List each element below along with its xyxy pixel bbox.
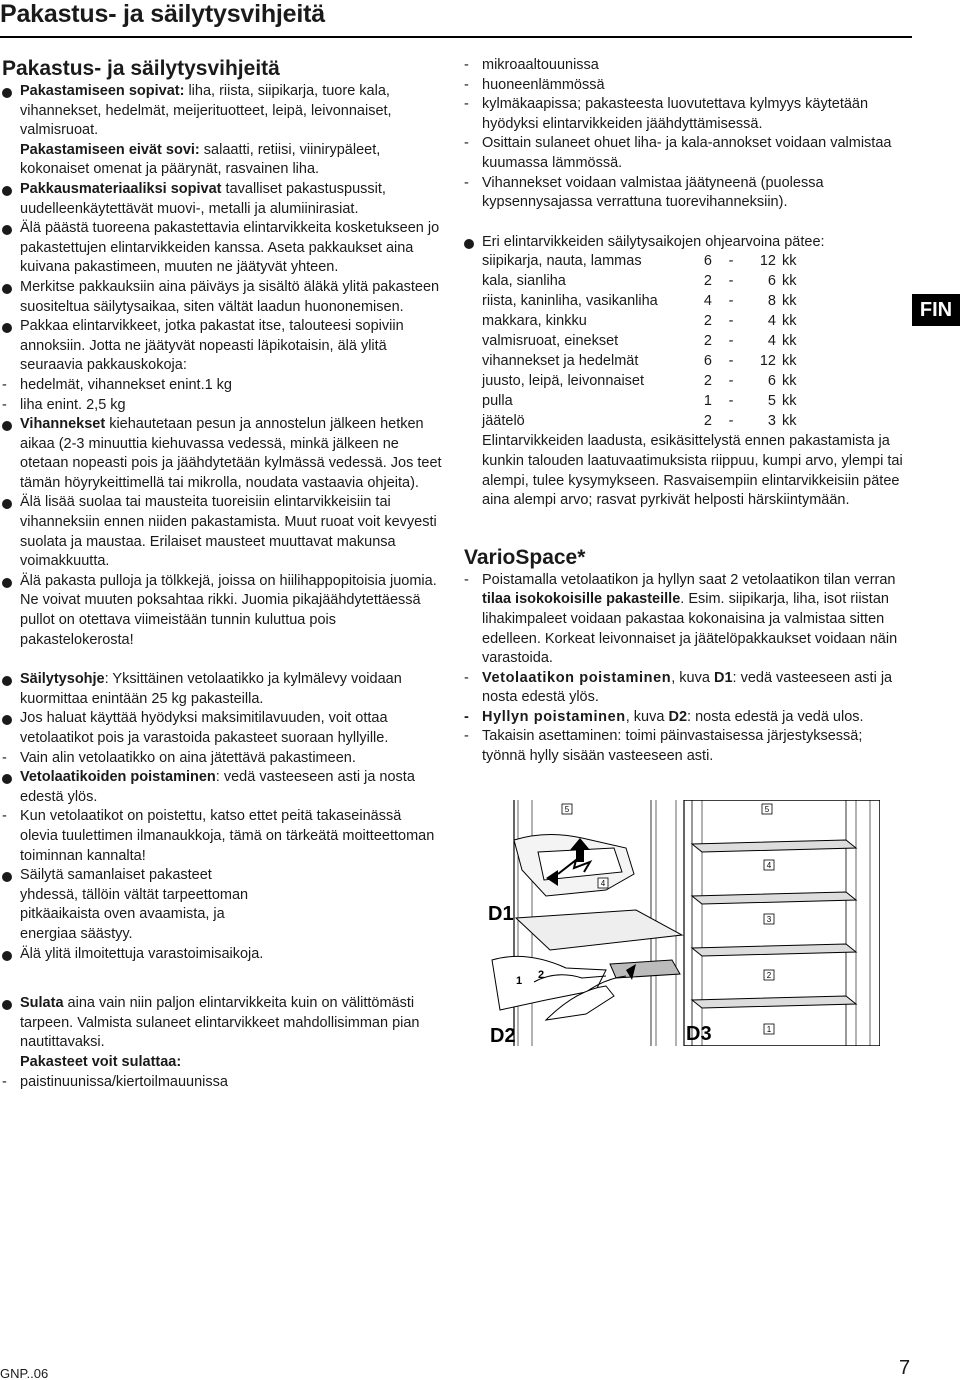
storage-row	[482, 412, 797, 432]
storage-food: juusto, leipä, leivonnaiset	[482, 373, 645, 390]
figure-label-d1: D1	[488, 903, 514, 925]
dash-item: - mikroaaltouunissa	[464, 57, 599, 73]
storage-separator: -	[728, 293, 734, 310]
storage-row	[482, 312, 797, 332]
dash-item: - huoneenlämmössä	[464, 76, 605, 93]
storage-food: kala, sianliha	[482, 273, 566, 290]
section-heading: Pakastus- ja säilytysvihjeitä	[2, 57, 280, 80]
storage-row	[482, 252, 797, 272]
storage-separator: -	[728, 413, 734, 430]
storage-row	[482, 332, 797, 352]
storage-min: 2	[703, 413, 712, 430]
bullet-icon	[2, 578, 12, 588]
dash-item: - Vetolaatikon poistaminen, kuva D1: vedä vasteeseen asti ja nosta edestä ylös.	[464, 669, 893, 706]
shelf-number: 4	[766, 861, 772, 870]
storage-row	[482, 392, 797, 412]
storage-note: Elintarvikkeiden laadusta, esikäsittelystä ennen pakastamista ja kunkin talouden laatuvaatimuksista riippuu, kumpi arvo, ylempi tai alempi, tulee kysymykseen. Rasvaisempiin elintarvikkeisiin pätee aina alempi arvo; rasvat pyrkivät helposti härskiintymään.	[482, 433, 903, 509]
bullet-icon	[2, 951, 12, 961]
dash-item: - Kun vetolaatikot on poistettu, katso ettet peitä takaseinässä olevia tuulettimen ilmanaukkoja, tämä on tärkeätä moitteettoman toiminnan kannalta!	[2, 808, 435, 864]
storage-unit: kk	[782, 313, 797, 330]
bullet-icon	[2, 284, 12, 294]
storage-min: 2	[703, 373, 712, 390]
storage-min: 4	[703, 293, 712, 310]
shelf-number: 5	[764, 805, 770, 814]
page-title: Pakastus- ja säilytysvihjeitä	[0, 0, 325, 28]
shelf-number: 5	[564, 805, 570, 814]
storage-max: 3	[767, 413, 776, 430]
varioSpace-figure	[486, 800, 880, 1046]
storage-max: 6	[767, 273, 776, 290]
storage-food: makkara, kinkku	[482, 313, 587, 330]
storage-min: 2	[703, 313, 712, 330]
storage-max: 12	[759, 353, 776, 370]
storage-min: 6	[703, 253, 712, 270]
storage-food: valmisruoat, einekset	[482, 333, 619, 350]
dash-item: - Takaisin asettaminen: toimi päinvastaisessa järjestyksessä; työnnä hylly sisään vasteeseen asti.	[464, 728, 863, 765]
left-column	[2, 56, 442, 1092]
storage-max: 4	[767, 313, 776, 330]
bullet-item: Pakkaa elintarvikkeet, jotka pakastat itse, talouteesi sopiviin annoksiin. Jotta ne jäätyvät nopeasti läpikotaisin, älä ylitä seuraavia pakkauskokoja:	[2, 317, 442, 376]
dash-item: - Poistamalla vetolaatikon ja hyllyn saat 2 vetolaatikon tilan verran tilaa isokokoisille pakasteille. Esim. siipikarja, liha, isot riistan lihakimpaleet voidaan pakastaa kokonaisina ja valmistaa sitten edelleen. Korkeat leivonnaiset ja jäätelöpakkaukset voidaan näin varastoida.	[464, 571, 898, 667]
bullet-item: Säilytä samanlaiset pakasteet yhdessä, tällöin vältät tarpeettoman pitkäaikaista oven avaamista, ja energiaa säästyy.	[2, 866, 260, 944]
step-number: 2	[538, 969, 545, 981]
bullet-icon	[2, 774, 12, 784]
storage-max: 6	[767, 373, 776, 390]
bullet-icon	[2, 421, 12, 431]
figure-label-d2: D2	[490, 1025, 516, 1046]
bullet-icon	[2, 323, 12, 333]
dash-item: - liha enint. 2,5 kg	[2, 396, 126, 413]
shelf-number: 1	[766, 1025, 772, 1034]
storage-row	[482, 292, 797, 312]
bullet-item: Sulata aina vain niin paljon elintarvikkeita kuin on välittömästi tarpeen. Valmista sulaneet elintarvikkeet mahdollisimman pian nautittavaksi. Pakasteet voit sulattaa:	[2, 994, 442, 1072]
bullet-icon	[2, 88, 12, 98]
storage-separator: -	[728, 253, 734, 270]
bullet-item: Älä päästä tuoreena pakastettavia elintarvikkeita kosketukseen jo pakastettujen elintarvikkeiden kanssa. Aseta pakkaukset aina kuivana pakastimeen, muuten ne jäätyvät yhteen.	[2, 219, 442, 278]
bullet-icon	[2, 499, 12, 509]
footer-code: GNP..06	[0, 1366, 49, 1380]
dash-item: - Vain alin vetolaatikko on aina jätettävä pakastimeen.	[2, 749, 356, 766]
storage-table	[482, 252, 797, 432]
storage-separator: -	[728, 313, 734, 330]
shelf-number: 3	[766, 915, 772, 924]
storage-min: 2	[703, 333, 712, 350]
storage-separator: -	[728, 273, 734, 290]
storage-separator: -	[728, 373, 734, 390]
dash-item: - kylmäkaapissa; pakasteesta luovutettava kylmyys käytetään hyödyksi elintarvikkeiden jäähdyttämisessä.	[464, 96, 869, 132]
storage-food: siipikarja, nauta, lammas	[482, 253, 642, 270]
bullet-icon	[464, 239, 474, 249]
bullet-icon	[2, 225, 12, 235]
step-number: 1	[516, 975, 523, 987]
storage-unit: kk	[782, 293, 797, 310]
storage-min: 1	[703, 393, 712, 410]
storage-food: jäätelö	[482, 413, 525, 430]
bullet-item: Eri elintarvikkeiden säilytysaikojen ohjearvoina pätee:	[464, 233, 904, 253]
bullet-item: Vetolaatikoiden poistaminen: vedä vasteeseen asti ja nosta edestä ylös.	[2, 768, 442, 807]
storage-min: 2	[703, 273, 712, 290]
storage-max: 12	[759, 253, 776, 270]
storage-row	[482, 272, 797, 292]
storage-max: 8	[767, 293, 776, 310]
dash-item: - Vihannekset voidaan valmistaa jäätyneenä (puolessa kypsennysajassa verrattuna tuorevihanneksiin).	[464, 174, 824, 211]
dash-item: - paistinuunissa/kiertoilmauunissa	[2, 1073, 228, 1090]
language-tab: FIN	[912, 294, 960, 326]
storage-unit: kk	[782, 393, 797, 410]
storage-unit: kk	[782, 273, 797, 290]
bullet-item: Älä lisää suolaa tai mausteita tuoreisiin elintarvikkeisiin tai vihanneksiin ennen niiden pakastamista. Muut ruoat voit kevyesti suolata ja maustaa. Erilaiset mausteet muuttavat makunsa voimakkuutta.	[2, 493, 442, 571]
storage-row	[482, 372, 797, 392]
storage-min: 6	[703, 353, 712, 370]
figure-label-d3: D3	[686, 1023, 712, 1045]
storage-separator: -	[728, 393, 734, 410]
dash-item: - hedelmät, vihannekset enint.1 kg	[2, 376, 232, 393]
storage-unit: kk	[782, 253, 797, 270]
bullet-item: Merkitse pakkauksiin aina päiväys ja sisältö äläkä ylitä pakasteen suositeltua säilytysaikaa, siten vältät laadun huononemisen.	[2, 278, 442, 317]
bullet-icon	[2, 872, 12, 882]
bullet-item: Pakastamiseen sopivat: liha, riista, siipikarja, tuore kala, vihannekset, hedelmät, meijerituotteet, leipä, leivonnaiset, valmisruoat. Pakastamiseen eivät sovi: salaatti, retiisi, viinirypäleet, kokonaiset omenat ja päärynät, rasvainen liha.	[2, 82, 442, 180]
dash-item: - Osittain sulaneet ohuet liha- ja kala-annokset voidaan valmistaa kuumassa lämmössä.	[464, 135, 892, 171]
right-column	[464, 56, 904, 767]
bullet-icon	[2, 1000, 12, 1010]
page-number: 7	[899, 1357, 911, 1379]
bullet-icon	[2, 715, 12, 725]
bullet-item: Pakkausmateriaaliksi sopivat tavalliset pakastuspussit, uudelleenkäytettävät muovi-, metalli ja alumiinirasiat.	[2, 180, 442, 219]
storage-row	[482, 352, 797, 372]
section-heading: VarioSpace*	[464, 545, 586, 569]
storage-separator: -	[728, 333, 734, 350]
bullet-icon	[2, 186, 12, 196]
dash-item: - Hyllyn poistaminen, kuva D2: nosta edestä ja vedä ulos.	[464, 708, 864, 725]
shelf-number: 4	[600, 879, 606, 888]
storage-food: pulla	[482, 393, 513, 410]
storage-food: riista, kaninliha, vasikanliha	[482, 293, 658, 310]
bullet-item: Vihannekset kiehautetaan pesun ja annostelun jälkeen hetken aikaa (2-3 minuuttia kiehuvassa vedessä, minkä jälkeen ne otetaan nopeasti pois ja jäähdytetään kylmässä vedessä. Jos teet tämän höyrykeittimellä tai mikrolla, noudata vastaavia ohjeita).	[2, 415, 442, 493]
storage-unit: kk	[782, 353, 797, 370]
storage-unit: kk	[782, 413, 797, 430]
storage-max: 4	[767, 333, 776, 350]
bullet-item: Säilytysohje: Yksittäinen vetolaatikko ja kylmälevy voidaan kuormittaa enintään 25 kg pakasteilla.	[2, 670, 442, 709]
bullet-icon	[2, 676, 12, 686]
storage-separator: -	[728, 353, 734, 370]
bullet-item: Älä ylitä ilmoitettuja varastoimisaikoja.	[2, 945, 284, 965]
storage-max: 5	[767, 393, 776, 410]
bullet-item: Älä pakasta pulloja ja tölkkejä, joissa on hiilihappopitoisia juomia. Ne voivat muuten poksahtaa rikki. Juomia pikajäähdytettäessä pullot on otettava viimeistään tunnin kuluttua pois pakastelokerosta!	[2, 572, 442, 650]
storage-food: vihannekset ja hedelmät	[482, 353, 639, 370]
title-rule	[0, 36, 912, 38]
shelf-number: 2	[766, 971, 772, 980]
bullet-item: Jos haluat käyttää hyödyksi maksimitilavuuden, voit ottaa vetolaatikot pois ja varastoida pakasteet suoraan hyllyille.	[2, 709, 442, 748]
storage-unit: kk	[782, 373, 797, 390]
storage-unit: kk	[782, 333, 797, 350]
